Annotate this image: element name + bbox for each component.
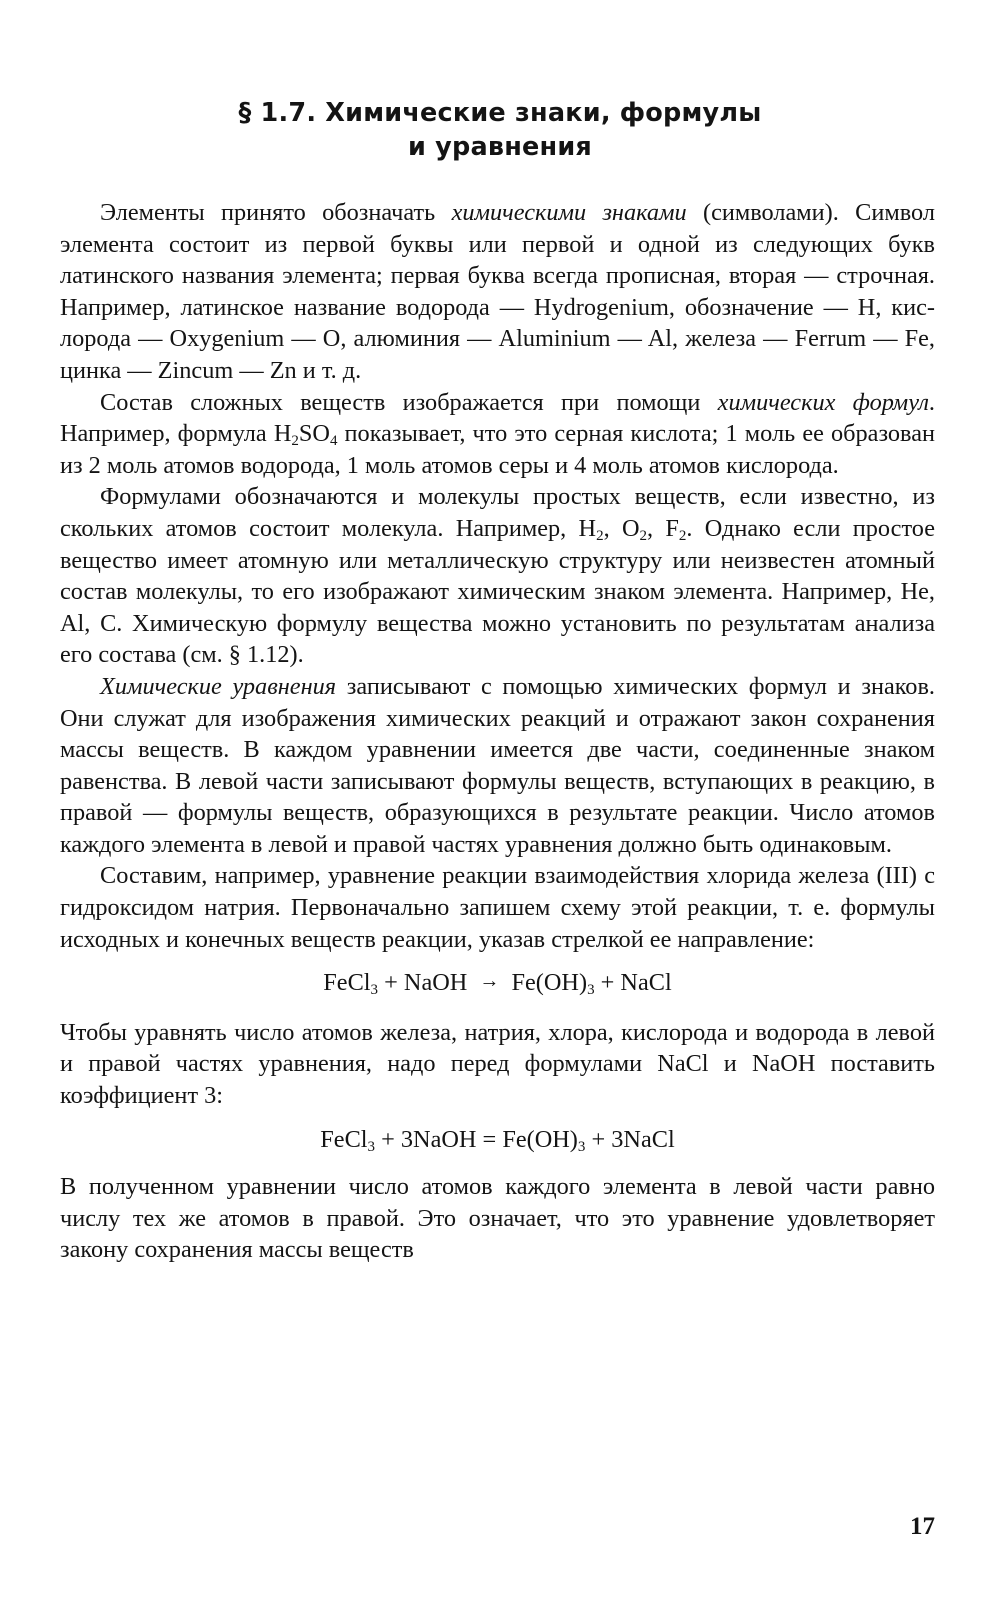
subscript: 3 xyxy=(577,1138,586,1155)
section-heading-line-1: § 1.7. Химические знаки, формулы xyxy=(238,98,762,128)
text-run: Формулами обозначаются и молекулы простых веществ, если известно, из скольких атомов состоит молекула. Например, H xyxy=(60,483,935,542)
reaction-arrow-icon: → xyxy=(479,970,500,993)
text-run: SO xyxy=(298,420,330,448)
paragraph-conclusion xyxy=(60,1171,935,1266)
subscript: 3 xyxy=(367,1138,376,1155)
body-text xyxy=(60,197,935,1266)
text-run: . Например, формула H xyxy=(60,388,935,448)
emphasis-term: Химические уравнения xyxy=(100,672,337,700)
text-run: показывает, что это серная кислота; 1 моль ее образован из 2 моль атомов водорода, 1 моль атомов серы и 4 моль атомов кислорода. xyxy=(60,420,936,479)
text-run: , O xyxy=(603,514,640,542)
text-run: , F xyxy=(647,514,679,542)
text-run: Составим, например, уравнение реакции взаимодействия хлорида железа (III) с гидроксидом натрия. Первоначально запишем схему этой реакции, т. е. формулы исходных и конечных веществ реакции, указав стрелкой ее направление: xyxy=(60,862,935,953)
subscript: 2 xyxy=(678,527,687,544)
formula-part: + 3NaOH = Fe(OH) xyxy=(375,1125,578,1153)
balanced-equation xyxy=(60,1124,935,1156)
formula-part: + 3NaCl xyxy=(585,1125,675,1153)
formula-part: + NaOH xyxy=(378,969,474,997)
subscript: 3 xyxy=(370,982,379,999)
subscript: 2 xyxy=(291,433,299,450)
text-run: (символами). Символ элемента состоит из первой буквы или первой и одной из следующих букв латинского названия элемента; первая буква всегда прописная, вторая — строчная. Например, латинское название водорода — Hydrogenium, обозначение — H, кислорода — Oxygenium — O, алюминия — Aluminium — Al, железа — Ferrum — Fe, цинка — Zincum — Zn и т. д. xyxy=(60,199,935,384)
paragraph-simple-substances xyxy=(60,481,935,671)
text-run: Состав сложных веществ изображается при помощи xyxy=(100,388,718,416)
reaction-scheme xyxy=(60,967,935,1001)
text-run: . Однако если простое вещество имеет атомную или металлическую структуру или неизвестен атомный состав молекулы, то его изображают химическим знаком элемента. Например, He, Al, C. Химическую формулу вещества можно установить по результатам анализа его состава (см. § 1.12). xyxy=(60,514,935,669)
text-run: записывают с помощью химических формул и знаков. Они служат для изображения химических реакций и отражают закон сохранения массы веществ. В каждом уравнении имеется две части, соединенные знаком равенства. В левой части записывают формулы веществ, вступающих в реакцию, в правой — формулы веществ, образующихся в результате реакции. Число атомов каждого элемента в левой и правой частях уравнения должно быть одинаковым. xyxy=(60,672,935,858)
subscript: 2 xyxy=(596,527,604,544)
page-number: 17 xyxy=(910,1513,935,1540)
emphasis-term: химических формул xyxy=(717,388,929,416)
paragraph-example-intro xyxy=(60,860,935,955)
subscript: 4 xyxy=(329,433,338,450)
subscript: 3 xyxy=(587,982,595,999)
formula-part: + NaCl xyxy=(594,969,672,997)
formula-part: FeCl xyxy=(323,969,371,997)
formula-part: Fe(OH) xyxy=(505,969,588,997)
formula-part: FeCl xyxy=(320,1125,368,1153)
emphasis-term: химическими знаками xyxy=(451,199,687,226)
paragraph-chemical-symbols xyxy=(60,197,935,387)
paragraph-chemical-formulas xyxy=(60,387,935,482)
text-run: Элементы принято обозначать xyxy=(100,199,452,226)
subscript: 2 xyxy=(639,527,648,544)
paragraph-balancing xyxy=(60,1017,935,1112)
section-heading xyxy=(60,96,940,164)
section-heading-line-2: и уравнения xyxy=(408,132,592,162)
text-run: В полученном уравнении число атомов каждого элемента в левой части равно числу тех же атомов в правой. Это означает, что это уравнение удовлетворяет закону сохранения массы веществ xyxy=(60,1173,935,1264)
paragraph-chemical-equations xyxy=(60,671,935,861)
text-run: Чтобы уравнять число атомов железа, натрия, хлора, кислорода и водорода в левой и правой частях уравнения, надо перед формулами NaCl и NaOH поставить коэффициент 3: xyxy=(60,1018,935,1110)
